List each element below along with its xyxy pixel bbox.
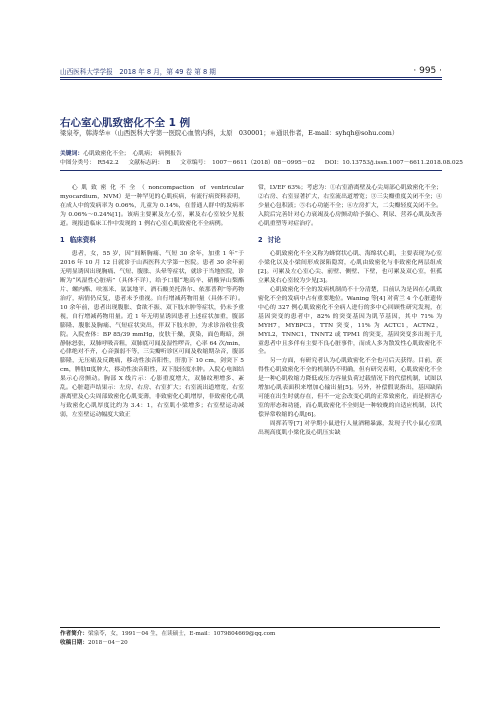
keywords-label: 关键词：: [60, 151, 84, 157]
clc-number: 中图分类号： R542.2: [60, 160, 119, 166]
section-heading-discussion: [258, 236, 442, 245]
footnote: [60, 627, 440, 647]
discussion-paragraph-3: 另一方面，有研究者认为心肌致密化不全也可后天获得。目前，获得性心肌致密化不全的机制仍不明确，但有研究表明，心肌致密化不全是一种心肌收缩力降低或压力容量负荷过载情况下的代偿机制，试图以增加心肌表面积来增加心输出量[5]。另外，补偿假说指出，基因缺陷可能在出生时就存在，但不一定会改变心肌的正常致密化，而是损害心室的形态和功能，而心肌致密化不全则是一种较晚的自适应机制，以代偿异常收缩的心肌[6]。: [258, 358, 442, 418]
document-code: 文献标志码： B: [128, 160, 171, 166]
header-rule: [60, 77, 442, 78]
classification-line: [60, 159, 463, 168]
doi: DOI：10.13753/j.issn.1007－6611.2018.08.025: [324, 160, 463, 166]
running-head-bar: [60, 66, 442, 76]
section-title: 讨论: [267, 235, 281, 244]
discussion-paragraph-1: 心肌致密化不全又称为蜂窝状心肌、海绵状心肌，主要表现为心室小梁化以及小梁间形成深陷隐窝，心肌由致密化与非致密化两层组成[2]。可累及左心室心尖、前壁、侧壁、下壁，也可累及双心室，但孤立累及右心室较为少见[3]。: [258, 251, 442, 285]
author-info-label: 作者简介：: [60, 631, 88, 637]
continuation-paragraph: 常，LVEF 63%；考虑为：①右室游离壁及心尖周部心肌致密化不全；②右房、右室显著扩大，右室流出道增宽；③三尖瓣重度关闭不全；④少量心包积液；⑤右心功能不全；⑥左房扩大，二尖瓣轻度关闭不全。入院后完善针对心力衰竭及心房颤动给予强心、利尿、营养心肌及改善心肌重塑等对症治疗。: [258, 185, 442, 227]
discussion-paragraph-2: 心肌致密化不全的发病机制尚不十分清楚，目前认为是因在心肌致密化不全的发病中占有重要地位。Waning 等[4] 对荷兰 4 个心脏遗传中心的 327 例心肌致密化不全病人进行的多中心回顾性研究发现，在基因突变的患者中，82% 的突变基因为肌节基因，其中 71% 为 MYH7，MYBPC3，TTN 突变，11% 为 ACTC1，ACTN2，MYL2，TNNC1，TNNT2 或 TPM1 的突变，基因突变多出现于儿童患者中且多伴有主要不良心脏事件，而成人多为散发性心肌致密化不全。: [258, 287, 442, 356]
right-column: [258, 184, 442, 437]
discussion-paragraph-4: 周挥若等[7] 对孕期小鼠进行人量酒精暴露，发现子代小鼠心室肌出现高度肌小梁化及心肌压实缺: [258, 420, 442, 436]
section-heading-clinical: [60, 236, 244, 245]
received-label: 收稿日期：: [60, 639, 88, 646]
author-info-text: 梁泉苓，女，1991－04 生，在读硕士，E-mail：1079804669@qq.com: [87, 631, 276, 637]
header-rule-thin: [60, 79, 442, 80]
keywords-text: 心肌致密化不全； 心肌病； 病例报告: [83, 151, 182, 157]
received-date: [60, 639, 440, 648]
section-number: 2: [258, 235, 263, 244]
section-title: 临床资料: [69, 235, 96, 244]
author-info: [60, 630, 440, 639]
metadata-block: [60, 150, 463, 171]
author-line: 梁泉苓，韩涛华＊（山西医科大学第一医院心血管内科，太原 030001；＊通讯作者，E-mail：syhqh@sohu.com）: [60, 129, 399, 137]
intro-paragraph: 心肌致密化不全（noncompaction of ventricular myocardium，NVM）是一种罕见的心肌疾病，有流行病资料表明，在成人中的发病率为 0.06%，儿童为 0.14%，在普通人群中的发病率为 0.06%～0.24%[1]。该病主要累及左心室，累及右心室较少见报道。现报道临床工作中发现的 1 例右心室心肌致密化不全病例。: [60, 185, 244, 227]
clinical-paragraph: 患者，女，55 岁，因“间断胸痛、气短 30 余年，加重 1 年”于 2016 年 10 月 12 日就诊于山西医科大学第一医院。患者 30 余年前无明显诱因出现胸痛、气短、腹胀、头晕等症状，就诊于当地医院，诊断为“风湿性心脏病”（具体不详），给予口服“地高辛、硝酸异山梨酯片、螺内酯、呋塞米、氨氯地平、酒石酸美托洛尔、依那普利”等药物治疗，病情仍反复，患者未予重视。自行增减药物用量（具体不详）。10 余年前，患者出现腹胀、食欲不振、双下肢水肿等症状，仍未予重视，自行增减药物用量。近 1 年无明显诱因患者上述症状加重，腹部膨隆、腹胀及胸痛、气短症状突出，伴双下肢水肿，为求诊治收住我院。入院查体：BP 85/39 mmHg，皮肤干燥，黄染，面色晦暗，颈静脉怒张，双肺呼吸音粗，双肺底可闻及湿性啰音，心率 64 次/min，心律绝对不齐，心音强弱不等，三尖瓣听诊区可闻及收缩期杂音，腹部膨隆，无压痛及反跳痛，移动性浊音阳性，肝肋下 10 cm，剑突下 5 cm，脾肋Ⅱ度肿大，移动性浊音阳性，双下肢轻度水肿。入院心电图结果示心房颤动。胸部 X 线片示：心影重度增大，双肺纹理增多、紊乱。心脏超声结果示：左房、右房、右室扩大；右室流出道增宽，右室游离壁及心尖周部致密化心肌变薄，非致密化心肌增厚，非致密化心肌与致密化心肌厚度比约为 3.4：1，右室肌小梁增多；右室壁运动减弱，左室壁运动幅度大致正: [60, 251, 244, 418]
section-number: 1: [60, 235, 65, 244]
left-column: [60, 184, 244, 420]
received-text: 2018－04－20: [87, 639, 128, 646]
article-id: 文章编号： 1007－6611（2018）08－0995－02: [180, 160, 315, 166]
journal-name: 山西医科大学学报 2018 年 8 月，第 49 卷 第 8 期: [60, 68, 216, 76]
article-title: 右心室心肌致密化不全 1 例: [60, 117, 191, 130]
keywords-line: [60, 150, 442, 159]
metadata-rule: [60, 170, 442, 171]
page-number: · 995 ·: [413, 66, 442, 76]
